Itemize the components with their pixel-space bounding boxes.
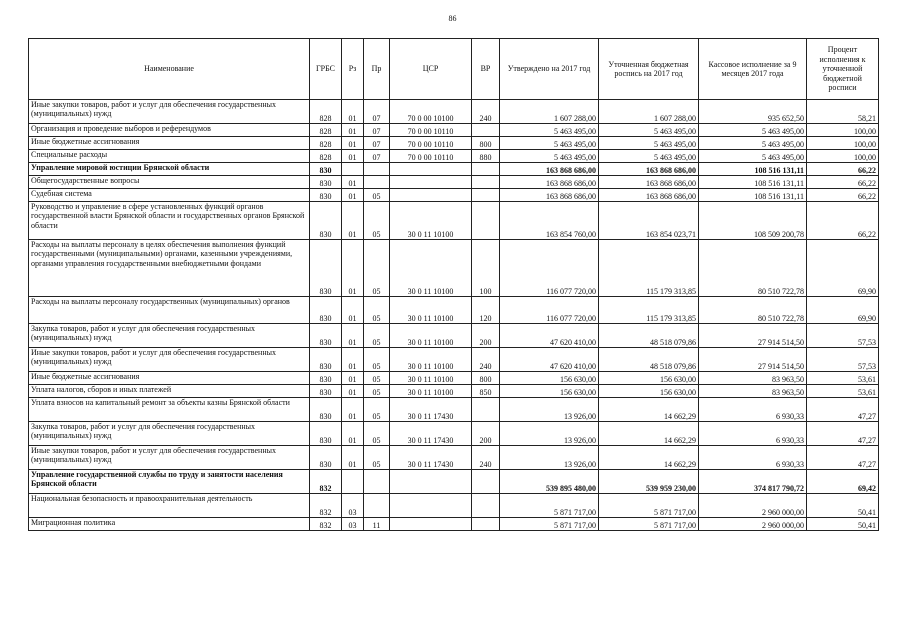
cell-executed: 2 960 000,00 bbox=[699, 518, 807, 531]
cell-executed: 5 463 495,00 bbox=[699, 137, 807, 150]
cell-pr: 05 bbox=[364, 385, 390, 398]
cell-csr: 30 0 11 10100 bbox=[390, 324, 472, 348]
cell-rz: 01 bbox=[342, 385, 364, 398]
table-row bbox=[29, 385, 879, 398]
cell-grbs: 830 bbox=[310, 324, 342, 348]
cell-vr: 200 bbox=[472, 422, 500, 446]
cell-pr: 07 bbox=[364, 150, 390, 163]
cell-executed: 6 930,33 bbox=[699, 446, 807, 470]
cell-executed: 6 930,33 bbox=[699, 398, 807, 422]
cell-rz: 01 bbox=[342, 348, 364, 372]
cell-vr: 240 bbox=[472, 100, 500, 124]
cell-rz: 03 bbox=[342, 518, 364, 531]
cell-updated: 14 662,29 bbox=[599, 398, 699, 422]
cell-grbs: 830 bbox=[310, 398, 342, 422]
cell-approved: 116 077 720,00 bbox=[500, 240, 599, 297]
cell-rz: 01 bbox=[342, 240, 364, 297]
cell-executed: 108 516 131,11 bbox=[699, 176, 807, 189]
cell-approved: 163 868 686,00 bbox=[500, 163, 599, 176]
cell-name: Общегосударственные вопросы bbox=[29, 176, 310, 189]
cell-updated: 14 662,29 bbox=[599, 446, 699, 470]
cell-percent: 57,53 bbox=[807, 348, 879, 372]
cell-rz: 01 bbox=[342, 324, 364, 348]
cell-vr bbox=[472, 176, 500, 189]
cell-rz: 01 bbox=[342, 398, 364, 422]
cell-grbs: 832 bbox=[310, 470, 342, 494]
cell-pr: 05 bbox=[364, 398, 390, 422]
cell-name: Закупка товаров, работ и услуг для обеспечения государственных (муниципальных) нужд bbox=[29, 324, 310, 348]
cell-grbs: 830 bbox=[310, 163, 342, 176]
cell-csr: 30 0 11 10100 bbox=[390, 348, 472, 372]
cell-percent: 53,61 bbox=[807, 372, 879, 385]
cell-rz: 01 bbox=[342, 124, 364, 137]
cell-pr: 07 bbox=[364, 137, 390, 150]
cell-approved: 13 926,00 bbox=[500, 446, 599, 470]
cell-pr: 05 bbox=[364, 446, 390, 470]
cell-updated: 163 854 023,71 bbox=[599, 202, 699, 240]
header-vr: ВР bbox=[472, 39, 500, 100]
cell-rz bbox=[342, 163, 364, 176]
cell-name: Иные закупки товаров, работ и услуг для обеспечения государственных (муниципальных) нужд bbox=[29, 446, 310, 470]
cell-rz: 01 bbox=[342, 189, 364, 202]
cell-percent: 69,90 bbox=[807, 240, 879, 297]
cell-executed: 935 652,50 bbox=[699, 100, 807, 124]
table-row bbox=[29, 137, 879, 150]
cell-approved: 163 854 760,00 bbox=[500, 202, 599, 240]
cell-csr: 70 0 00 10100 bbox=[390, 100, 472, 124]
cell-name: Специальные расходы bbox=[29, 150, 310, 163]
cell-vr bbox=[472, 470, 500, 494]
cell-updated: 163 868 686,00 bbox=[599, 163, 699, 176]
cell-name: Иные бюджетные ассигнования bbox=[29, 137, 310, 150]
cell-updated: 48 518 079,86 bbox=[599, 348, 699, 372]
cell-vr bbox=[472, 202, 500, 240]
cell-percent: 66,22 bbox=[807, 163, 879, 176]
cell-updated: 48 518 079,86 bbox=[599, 324, 699, 348]
cell-percent: 50,41 bbox=[807, 518, 879, 531]
cell-approved: 5 871 717,00 bbox=[500, 518, 599, 531]
cell-approved: 47 620 410,00 bbox=[500, 348, 599, 372]
cell-csr: 70 0 00 10110 bbox=[390, 124, 472, 137]
header-csr: ЦСР bbox=[390, 39, 472, 100]
cell-pr: 07 bbox=[364, 100, 390, 124]
table-row bbox=[29, 446, 879, 470]
cell-percent: 53,61 bbox=[807, 385, 879, 398]
cell-name: Расходы на выплаты персоналу государственных (муниципальных) органов bbox=[29, 297, 310, 324]
cell-approved: 5 463 495,00 bbox=[500, 124, 599, 137]
cell-pr: 05 bbox=[364, 189, 390, 202]
cell-vr: 100 bbox=[472, 240, 500, 297]
cell-percent: 47,27 bbox=[807, 398, 879, 422]
cell-grbs: 828 bbox=[310, 137, 342, 150]
cell-executed: 27 914 514,50 bbox=[699, 324, 807, 348]
header-updated: Уточненная бюджетная роспись на 2017 год bbox=[599, 39, 699, 100]
cell-csr: 30 0 11 17430 bbox=[390, 446, 472, 470]
cell-executed: 83 963,50 bbox=[699, 385, 807, 398]
cell-percent: 66,22 bbox=[807, 176, 879, 189]
cell-grbs: 828 bbox=[310, 150, 342, 163]
cell-rz: 01 bbox=[342, 297, 364, 324]
cell-vr bbox=[472, 124, 500, 137]
cell-executed: 374 817 790,72 bbox=[699, 470, 807, 494]
cell-updated: 539 959 230,00 bbox=[599, 470, 699, 494]
table-row bbox=[29, 202, 879, 240]
cell-grbs: 830 bbox=[310, 297, 342, 324]
cell-vr: 880 bbox=[472, 150, 500, 163]
cell-approved: 13 926,00 bbox=[500, 398, 599, 422]
cell-executed: 108 509 200,78 bbox=[699, 202, 807, 240]
header-pr: Пр bbox=[364, 39, 390, 100]
table-row bbox=[29, 150, 879, 163]
table-row bbox=[29, 398, 879, 422]
cell-percent: 50,41 bbox=[807, 494, 879, 518]
cell-name: Иные закупки товаров, работ и услуг для обеспечения государственных (муниципальных) нужд bbox=[29, 100, 310, 124]
cell-approved: 1 607 288,00 bbox=[500, 100, 599, 124]
header-percent: Процент исполнения к уточненной бюджетной росписи bbox=[807, 39, 879, 100]
cell-percent: 100,00 bbox=[807, 137, 879, 150]
cell-grbs: 830 bbox=[310, 385, 342, 398]
cell-executed: 2 960 000,00 bbox=[699, 494, 807, 518]
cell-executed: 108 516 131,11 bbox=[699, 189, 807, 202]
cell-vr bbox=[472, 163, 500, 176]
cell-pr: 05 bbox=[364, 422, 390, 446]
cell-updated: 163 868 686,00 bbox=[599, 176, 699, 189]
cell-updated: 163 868 686,00 bbox=[599, 189, 699, 202]
cell-csr: 30 0 11 10100 bbox=[390, 297, 472, 324]
cell-csr: 30 0 11 10100 bbox=[390, 202, 472, 240]
cell-name: Уплата взносов на капитальный ремонт за объекты казны Брянской области bbox=[29, 398, 310, 422]
cell-vr: 800 bbox=[472, 137, 500, 150]
cell-grbs: 830 bbox=[310, 348, 342, 372]
cell-grbs: 830 bbox=[310, 189, 342, 202]
table-row bbox=[29, 189, 879, 202]
cell-percent: 47,27 bbox=[807, 422, 879, 446]
cell-vr bbox=[472, 494, 500, 518]
table-row bbox=[29, 372, 879, 385]
cell-name: Закупка товаров, работ и услуг для обеспечения государственных (муниципальных) нужд bbox=[29, 422, 310, 446]
cell-executed: 83 963,50 bbox=[699, 372, 807, 385]
cell-percent: 66,22 bbox=[807, 189, 879, 202]
cell-pr bbox=[364, 470, 390, 494]
cell-updated: 5 463 495,00 bbox=[599, 150, 699, 163]
cell-grbs: 830 bbox=[310, 422, 342, 446]
cell-approved: 156 630,00 bbox=[500, 372, 599, 385]
cell-name: Миграционная политика bbox=[29, 518, 310, 531]
cell-approved: 116 077 720,00 bbox=[500, 297, 599, 324]
table-header-row bbox=[29, 39, 879, 100]
table-row bbox=[29, 348, 879, 372]
cell-approved: 163 868 686,00 bbox=[500, 176, 599, 189]
cell-updated: 14 662,29 bbox=[599, 422, 699, 446]
cell-rz: 01 bbox=[342, 422, 364, 446]
cell-percent: 66,22 bbox=[807, 202, 879, 240]
cell-executed: 108 516 131,11 bbox=[699, 163, 807, 176]
cell-updated: 115 179 313,85 bbox=[599, 297, 699, 324]
cell-approved: 13 926,00 bbox=[500, 422, 599, 446]
cell-rz: 01 bbox=[342, 372, 364, 385]
cell-percent: 58,21 bbox=[807, 100, 879, 124]
header-grbs: ГРБС bbox=[310, 39, 342, 100]
cell-updated: 115 179 313,85 bbox=[599, 240, 699, 297]
cell-name: Расходы на выплаты персоналу в целях обеспечения выполнения функций государственными (муниципальными) органами, казенными учреждениями, органами управления государственными внебюджетными фондами bbox=[29, 240, 310, 297]
cell-csr bbox=[390, 470, 472, 494]
cell-csr: 30 0 11 17430 bbox=[390, 422, 472, 446]
cell-approved: 5 463 495,00 bbox=[500, 150, 599, 163]
cell-name: Руководство и управление в сфере установленных функций органов государственной власти Брянской области и государственных органов Брянской области bbox=[29, 202, 310, 240]
cell-percent: 69,42 bbox=[807, 470, 879, 494]
table-row bbox=[29, 176, 879, 189]
budget-table bbox=[28, 38, 879, 531]
cell-executed: 80 510 722,78 bbox=[699, 297, 807, 324]
cell-vr bbox=[472, 518, 500, 531]
cell-grbs: 828 bbox=[310, 100, 342, 124]
cell-rz: 01 bbox=[342, 150, 364, 163]
cell-updated: 5 463 495,00 bbox=[599, 124, 699, 137]
cell-vr: 800 bbox=[472, 372, 500, 385]
cell-name: Уплата налогов, сборов и иных платежей bbox=[29, 385, 310, 398]
cell-pr bbox=[364, 163, 390, 176]
table-row bbox=[29, 124, 879, 137]
header-approved: Утверждено на 2017 год bbox=[500, 39, 599, 100]
cell-vr: 240 bbox=[472, 348, 500, 372]
table-row bbox=[29, 324, 879, 348]
cell-vr: 200 bbox=[472, 324, 500, 348]
cell-pr: 05 bbox=[364, 372, 390, 385]
cell-csr bbox=[390, 176, 472, 189]
cell-csr bbox=[390, 163, 472, 176]
cell-approved: 156 630,00 bbox=[500, 385, 599, 398]
cell-rz: 01 bbox=[342, 202, 364, 240]
cell-grbs: 830 bbox=[310, 202, 342, 240]
cell-csr bbox=[390, 494, 472, 518]
cell-percent: 57,53 bbox=[807, 324, 879, 348]
cell-percent: 69,90 bbox=[807, 297, 879, 324]
cell-grbs: 832 bbox=[310, 518, 342, 531]
table-row bbox=[29, 100, 879, 124]
cell-executed: 27 914 514,50 bbox=[699, 348, 807, 372]
cell-grbs: 830 bbox=[310, 372, 342, 385]
cell-csr: 30 0 11 10100 bbox=[390, 385, 472, 398]
cell-vr: 850 bbox=[472, 385, 500, 398]
header-name: Наименование bbox=[29, 39, 310, 100]
cell-updated: 156 630,00 bbox=[599, 385, 699, 398]
cell-executed: 6 930,33 bbox=[699, 422, 807, 446]
cell-vr bbox=[472, 189, 500, 202]
table-row bbox=[29, 494, 879, 518]
cell-updated: 5 463 495,00 bbox=[599, 137, 699, 150]
cell-rz bbox=[342, 470, 364, 494]
cell-pr: 07 bbox=[364, 124, 390, 137]
cell-pr: 11 bbox=[364, 518, 390, 531]
cell-updated: 156 630,00 bbox=[599, 372, 699, 385]
cell-pr: 05 bbox=[364, 297, 390, 324]
cell-name: Судебная система bbox=[29, 189, 310, 202]
cell-csr: 70 0 00 10110 bbox=[390, 150, 472, 163]
cell-approved: 5 463 495,00 bbox=[500, 137, 599, 150]
cell-csr bbox=[390, 189, 472, 202]
cell-rz: 03 bbox=[342, 494, 364, 518]
page-number: 86 bbox=[448, 14, 457, 23]
header-rz: Рз bbox=[342, 39, 364, 100]
header-executed: Кассовое исполнение за 9 месяцев 2017 года bbox=[699, 39, 807, 100]
cell-csr: 30 0 11 17430 bbox=[390, 398, 472, 422]
cell-csr: 30 0 11 10100 bbox=[390, 372, 472, 385]
cell-approved: 47 620 410,00 bbox=[500, 324, 599, 348]
cell-pr: 05 bbox=[364, 324, 390, 348]
cell-pr bbox=[364, 176, 390, 189]
cell-grbs: 830 bbox=[310, 446, 342, 470]
cell-csr: 30 0 11 10100 bbox=[390, 240, 472, 297]
table-row bbox=[29, 470, 879, 494]
cell-approved: 163 868 686,00 bbox=[500, 189, 599, 202]
cell-rz: 01 bbox=[342, 446, 364, 470]
cell-grbs: 832 bbox=[310, 494, 342, 518]
cell-name: Иные бюджетные ассигнования bbox=[29, 372, 310, 385]
cell-grbs: 830 bbox=[310, 176, 342, 189]
cell-pr: 05 bbox=[364, 240, 390, 297]
cell-vr: 120 bbox=[472, 297, 500, 324]
cell-name: Иные закупки товаров, работ и услуг для обеспечения государственных (муниципальных) нужд bbox=[29, 348, 310, 372]
cell-rz: 01 bbox=[342, 100, 364, 124]
cell-updated: 5 871 717,00 bbox=[599, 518, 699, 531]
cell-percent: 47,27 bbox=[807, 446, 879, 470]
cell-percent: 100,00 bbox=[807, 150, 879, 163]
cell-vr: 240 bbox=[472, 446, 500, 470]
cell-updated: 1 607 288,00 bbox=[599, 100, 699, 124]
cell-name: Национальная безопасность и правоохранительная деятельность bbox=[29, 494, 310, 518]
table-row bbox=[29, 518, 879, 531]
cell-name: Управление государственной службы по труду и занятости населения Брянской области bbox=[29, 470, 310, 494]
cell-executed: 5 463 495,00 bbox=[699, 124, 807, 137]
cell-grbs: 830 bbox=[310, 240, 342, 297]
cell-updated: 5 871 717,00 bbox=[599, 494, 699, 518]
cell-pr: 05 bbox=[364, 348, 390, 372]
table-row bbox=[29, 163, 879, 176]
cell-rz: 01 bbox=[342, 137, 364, 150]
cell-vr bbox=[472, 398, 500, 422]
cell-percent: 100,00 bbox=[807, 124, 879, 137]
table-row bbox=[29, 240, 879, 297]
cell-approved: 539 895 480,00 bbox=[500, 470, 599, 494]
cell-grbs: 828 bbox=[310, 124, 342, 137]
table-row bbox=[29, 297, 879, 324]
cell-name: Управление мировой юстиции Брянской области bbox=[29, 163, 310, 176]
cell-executed: 5 463 495,00 bbox=[699, 150, 807, 163]
cell-pr bbox=[364, 494, 390, 518]
table-row bbox=[29, 422, 879, 446]
cell-name: Организация и проведение выборов и референдумов bbox=[29, 124, 310, 137]
cell-csr: 70 0 00 10110 bbox=[390, 137, 472, 150]
cell-executed: 80 510 722,78 bbox=[699, 240, 807, 297]
cell-pr: 05 bbox=[364, 202, 390, 240]
cell-approved: 5 871 717,00 bbox=[500, 494, 599, 518]
cell-csr bbox=[390, 518, 472, 531]
cell-rz: 01 bbox=[342, 176, 364, 189]
